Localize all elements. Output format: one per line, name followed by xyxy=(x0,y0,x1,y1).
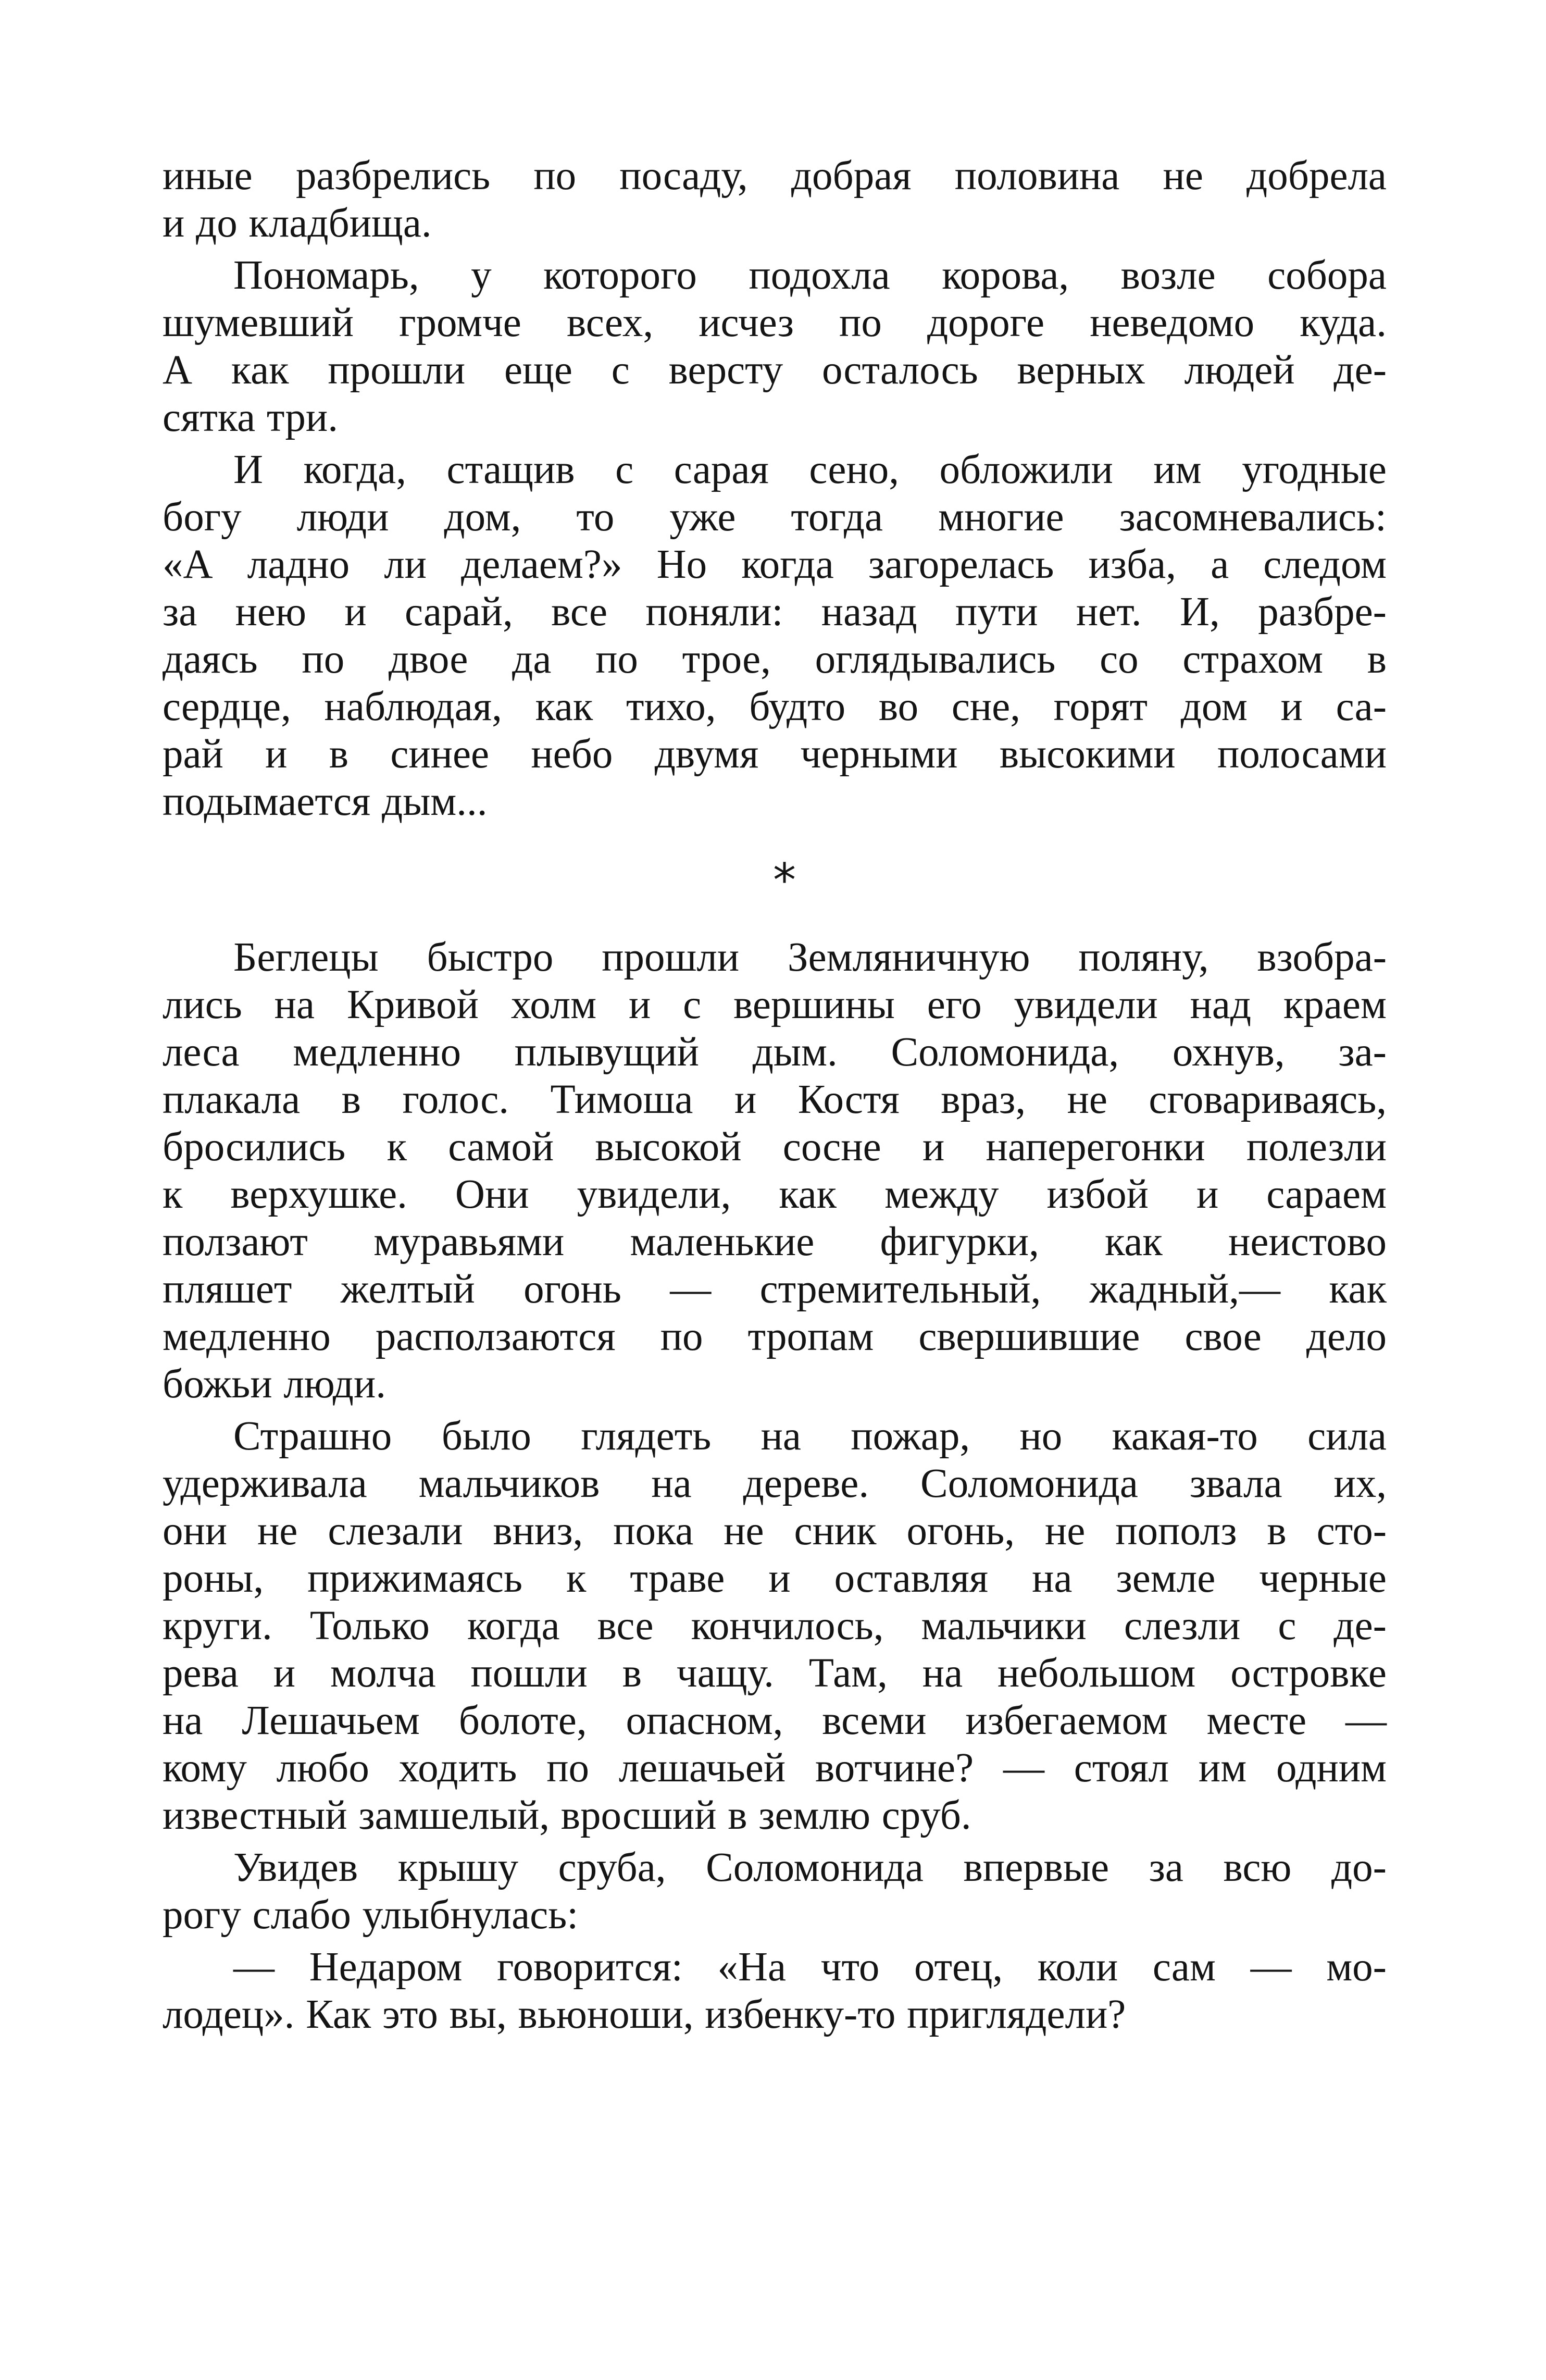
text-line: ползают муравьями маленькие фигурки, как неистово xyxy=(163,1219,1387,1265)
text-line: Увидев крышу сруба, Соломонида впервые за всю до- xyxy=(233,1845,1387,1890)
text-line: Беглецы быстро прошли Земляничную поляну, взобра- xyxy=(233,935,1387,980)
text-line: шумевший громче всех, исчез по дороге неведомо куда. xyxy=(163,300,1387,345)
text-line: Пономарь, у которого подохла корова, возле собора xyxy=(233,253,1387,298)
text-line: круги. Только когда все кончилось, мальчики слезли с де- xyxy=(163,1603,1387,1648)
text-line: — Недаром говорится: «На что отец, коли сам — мо- xyxy=(233,1944,1387,1990)
text-line: кому любо ходить по лешачьей вотчине? — стоял им одним xyxy=(163,1745,1387,1791)
text-line: «А ладно ли делаем?» Но когда загорелась изба, а следом xyxy=(163,542,1387,587)
text-line: И когда, стащив с сарая сено, обложили им угодные xyxy=(233,447,1387,492)
text-line: рогу слабо улыбнулась: xyxy=(163,1892,579,1938)
text-line: иные разбрелись по посаду, добрая половина не добрела xyxy=(163,153,1387,199)
text-line: лодец». Как это вы, вьюноши, избенку-то приглядели? xyxy=(163,1992,1126,2037)
text-line: сятка три. xyxy=(163,395,338,440)
text-line: леса медленно плывущий дым. Соломонида, охнув, за- xyxy=(163,1030,1387,1075)
text-line: сердце, наблюдая, как тихо, будто во сне, горят дом и са- xyxy=(163,684,1387,729)
text-section-two xyxy=(163,934,1387,2038)
text-line: пляшет желтый огонь — стремительный, жадный,— как xyxy=(163,1267,1387,1312)
text-line: удерживала мальчиков на дереве. Соломонида звала их, xyxy=(163,1461,1387,1506)
text-line: плакала в голос. Тимоша и Костя враз, не сговариваясь, xyxy=(163,1077,1387,1122)
text-line: к верхушке. Они увидели, как между избой и сараем xyxy=(163,1172,1387,1217)
text-line: рай и в синее небо двумя черными высокими полосами xyxy=(163,732,1387,777)
text-line: и до кладбища. xyxy=(163,201,432,246)
text-section-one xyxy=(163,152,1387,825)
text-line: подымается дым... xyxy=(163,779,488,824)
text-line: они не слезали вниз, пока не сник огонь, не пополз в сто- xyxy=(163,1508,1387,1554)
text-line: рева и молча пошли в чащу. Там, на небольшом островке xyxy=(163,1651,1387,1696)
text-line: медленно расползаются по тропам свершившие свое дело xyxy=(163,1314,1387,1359)
text-line: даясь по двое да по трое, оглядывались со страхом в xyxy=(163,637,1387,682)
text-line: лись на Кривой холм и с вершины его увидели над краем xyxy=(163,982,1387,1027)
text-line: А как прошли еще с версту осталось верных людей де- xyxy=(163,348,1387,393)
text-line: за нею и сарай, все поняли: назад пути нет. И, разбре- xyxy=(163,589,1387,635)
text-line: роны, прижимаясь к траве и оставляя на земле черные xyxy=(163,1556,1387,1601)
text-line: богу люди дом, то уже тогда многие засомневались: xyxy=(163,494,1387,540)
section-separator-asterisk: * xyxy=(773,853,796,907)
text-line: бросились к самой высокой сосне и наперегонки полезли xyxy=(163,1124,1387,1170)
text-line: известный замшелый, вросший в землю сруб. xyxy=(163,1793,971,1838)
text-line: божьи люди. xyxy=(163,1361,386,1407)
text-line: на Лешачьем болоте, опасном, всеми избегаемом месте — xyxy=(163,1698,1387,1743)
text-line: Страшно было глядеть на пожар, но какая-то сила xyxy=(233,1414,1387,1459)
